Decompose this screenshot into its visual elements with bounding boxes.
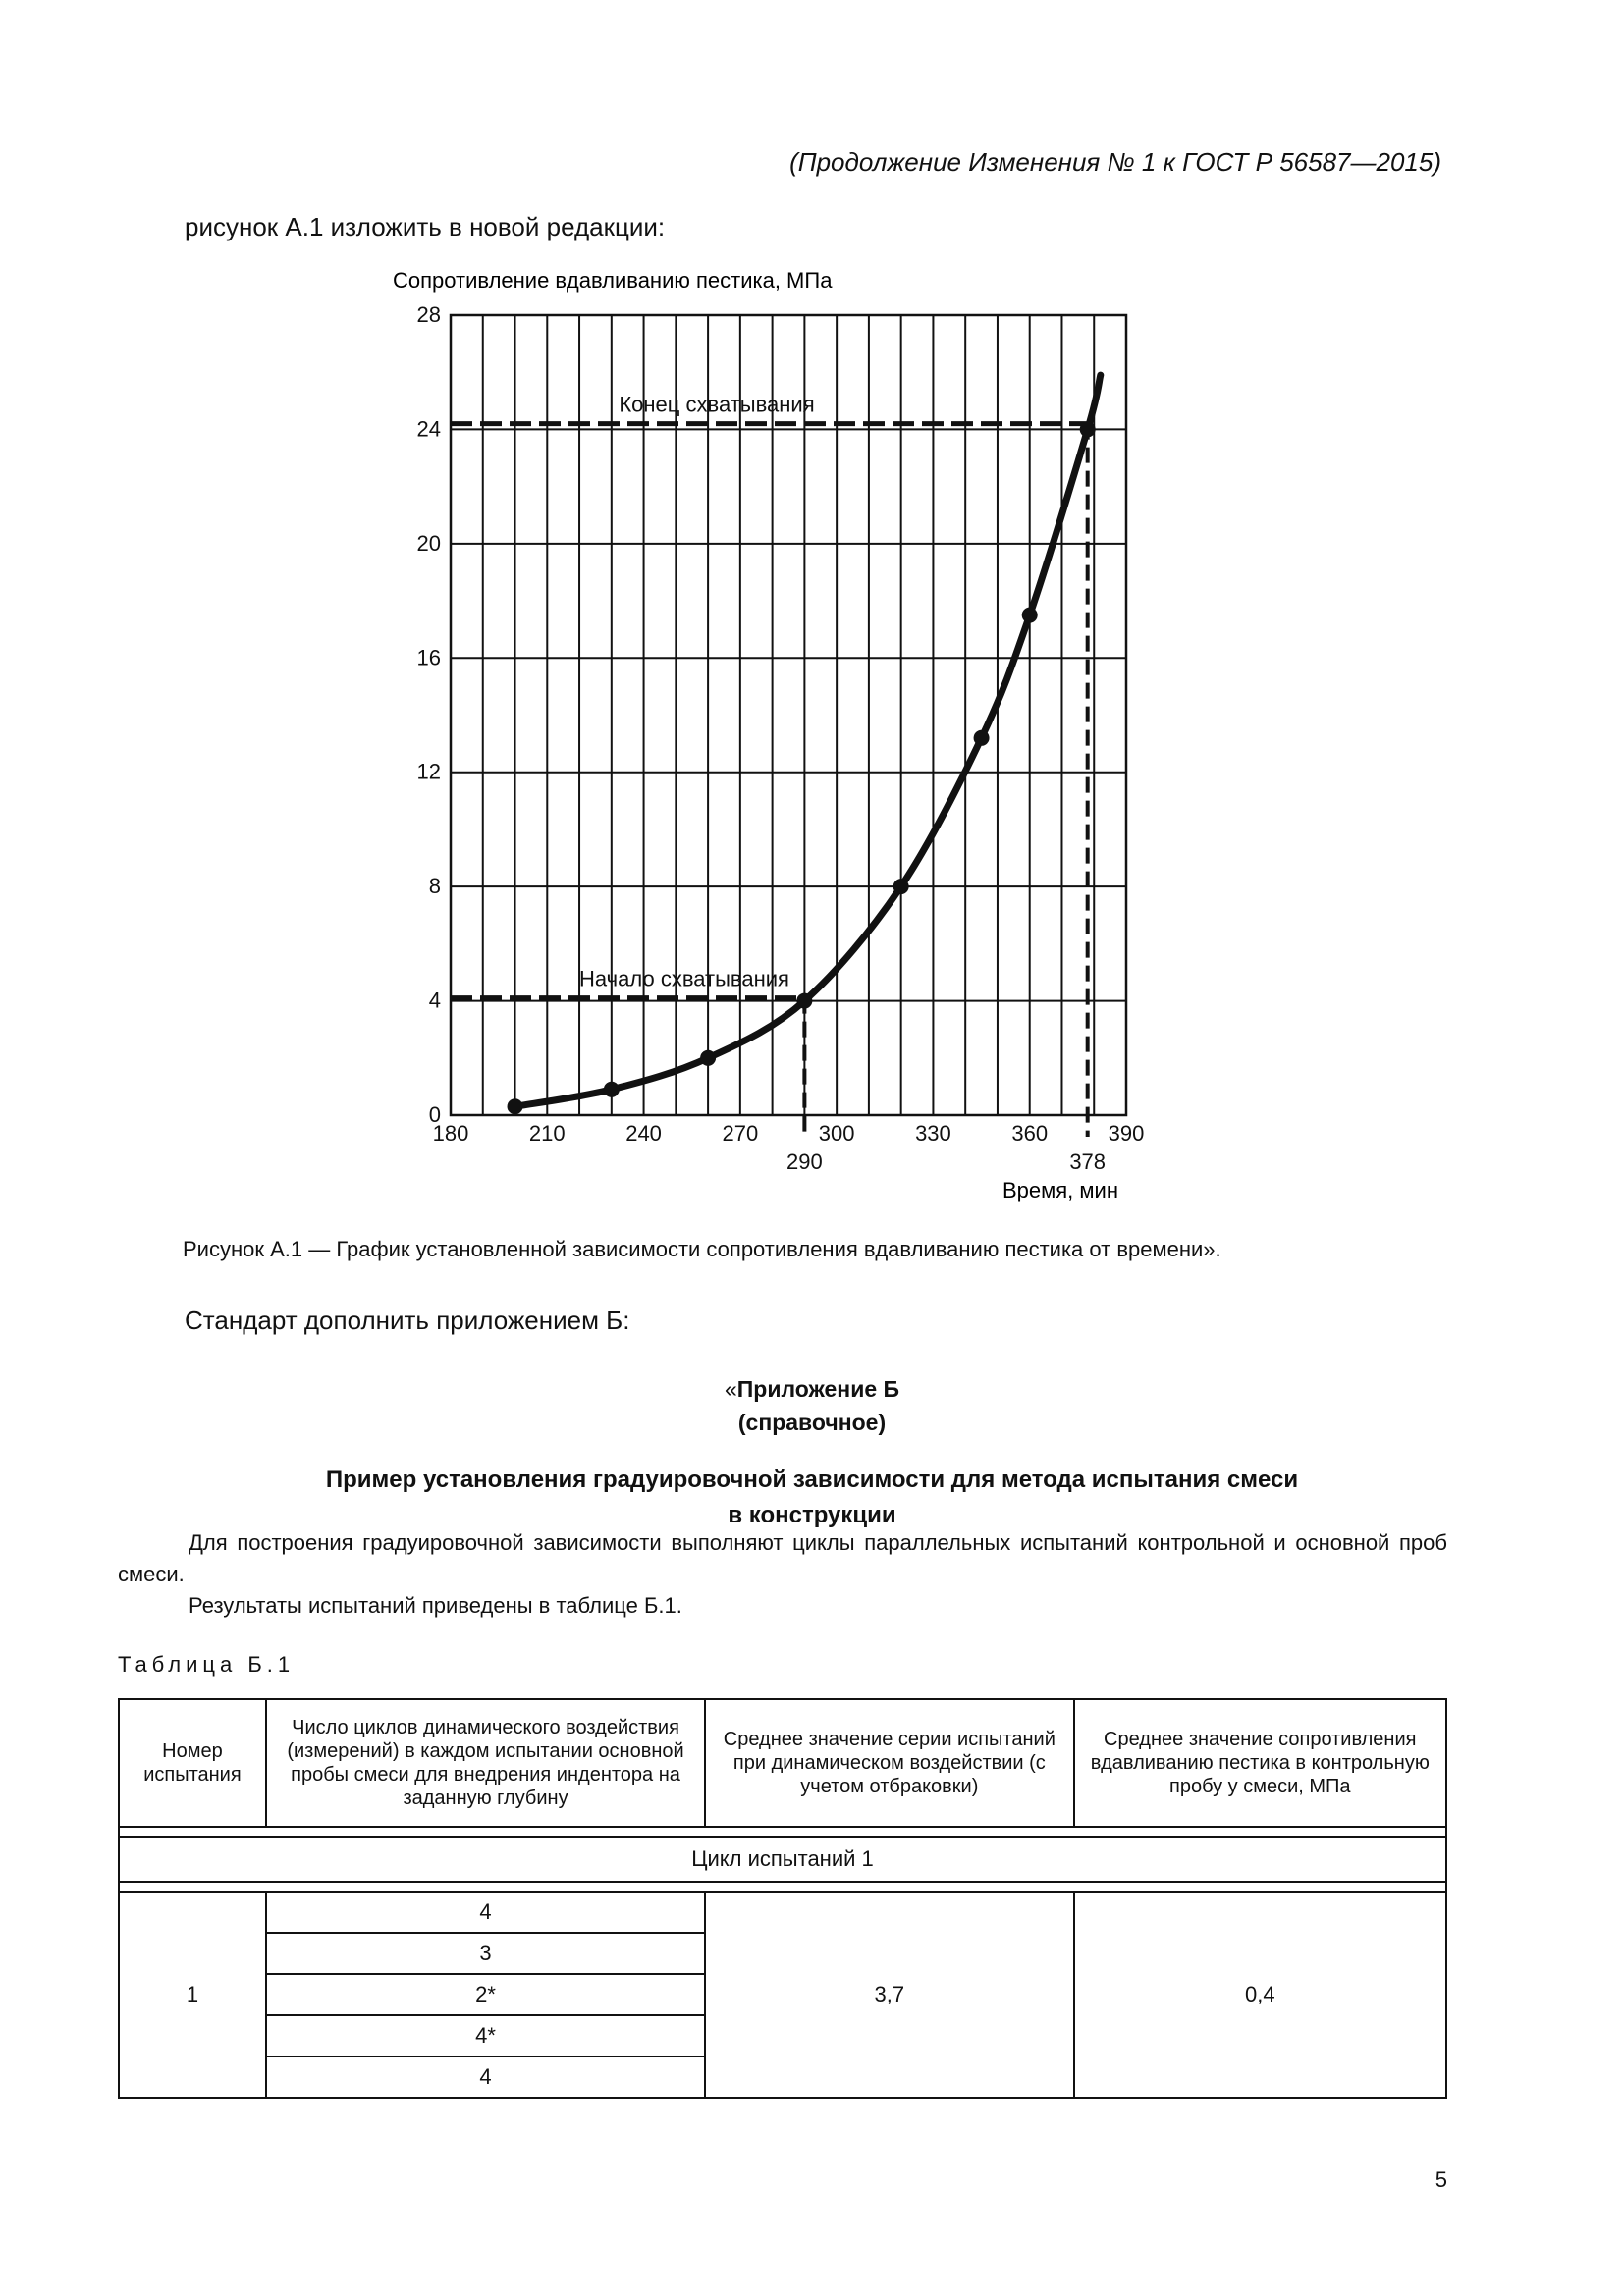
supplement-text: Стандарт дополнить приложением Б: <box>185 1306 630 1335</box>
cycle-count-cell: 4 <box>266 1892 705 1933</box>
chart-point <box>508 1098 523 1114</box>
cycle-count-cell: 4* <box>266 2015 705 2056</box>
section-title-line2: в конструкции <box>728 1502 896 1528</box>
x-tick-label: 360 <box>1011 1121 1049 1146</box>
table-header-cell: Среднее значение сопротивления вдавливанию пестика в контрольную пробу у смеси, МПа <box>1074 1699 1446 1827</box>
appendix-heading <box>0 1372 1624 1439</box>
table-spacer-row <box>119 1827 1446 1837</box>
table-header-cell: Число циклов динамического воздействия (измерений) в каждом испытании основной пробы смеси для внедрения индентора на заданную глубину <box>266 1699 705 1827</box>
x-tick-label: 390 <box>1108 1121 1145 1146</box>
cycle-count-cell: 3 <box>266 1933 705 1974</box>
figure-caption: Рисунок А.1 — График установленной зависимости сопротивления вдавливанию пестика от времени». <box>183 1237 1221 1261</box>
x-marker-label: 378 <box>1069 1149 1107 1174</box>
table-cycle-row <box>119 1837 1446 1882</box>
table-label: Таблица Б.1 <box>118 1652 296 1677</box>
x-tick-label: 210 <box>528 1121 566 1146</box>
section-title <box>118 1463 1506 1533</box>
y-tick-label: 0 <box>428 1102 441 1127</box>
mean-series-cell: 3,7 <box>705 1892 1073 2098</box>
y-tick-label: 8 <box>428 874 441 899</box>
annotation-label: Конец схватывания <box>619 392 815 417</box>
chart-grid <box>451 315 1126 1115</box>
x-tick-label: 330 <box>915 1121 951 1146</box>
cycle-count-cell: 2* <box>266 1974 705 2015</box>
y-tick-label: 12 <box>416 759 441 784</box>
appendix-subtitle: (справочное) <box>737 1410 887 1435</box>
x-axis-title: Время, мин <box>1002 1178 1118 1202</box>
mean-resistance-cell: 0,4 <box>1074 1892 1446 2098</box>
appendix-title: Приложение Б <box>736 1376 900 1402</box>
chart-points <box>508 421 1096 1114</box>
chart-point <box>796 993 812 1009</box>
section-title-line1: Пример установления градуировочной зависимости для метода испытания смеси <box>325 1467 1299 1493</box>
table-row <box>119 1892 1446 1933</box>
intro-text: рисунок А.1 изложить в новой редакции: <box>185 212 666 241</box>
y-tick-label: 20 <box>416 530 441 556</box>
chart-point <box>700 1050 716 1066</box>
chart-tick-labels <box>417 302 1145 1174</box>
x-tick-label: 180 <box>432 1121 469 1146</box>
table-b1 <box>118 1698 1447 2099</box>
page-number: 5 <box>1435 2167 1447 2192</box>
chart-point <box>1080 421 1096 437</box>
cycle-label: Цикл испытаний 1 <box>119 1837 1446 1882</box>
y-tick-label: 28 <box>416 302 441 327</box>
table-header-row <box>119 1699 1446 1827</box>
table-header-cell: Среднее значение серии испытаний при динамическом воздействии (с учетом отбраковки) <box>705 1699 1073 1827</box>
figure-a1-chart <box>393 265 1208 1207</box>
plot-frame <box>451 315 1126 1115</box>
x-tick-label: 300 <box>818 1121 855 1146</box>
table-header-cell: Номер испытания <box>119 1699 266 1827</box>
x-tick-label: 270 <box>722 1121 759 1146</box>
chart-point <box>604 1082 620 1097</box>
y-tick-label: 24 <box>416 416 441 442</box>
paragraph-1: Для построения градуировочной зависимости выполняют циклы параллельных испытаний контрольной и основной проб смеси. <box>118 1530 1447 1586</box>
test-number-cell: 1 <box>119 1892 266 2098</box>
x-marker-label: 290 <box>786 1149 823 1174</box>
chart-point <box>974 730 990 746</box>
chart-point <box>893 879 909 894</box>
cycle-count-cell: 4 <box>266 2056 705 2098</box>
y-tick-label: 4 <box>428 988 441 1013</box>
y-axis-title: Сопротивление вдавливанию пестика, МПа <box>393 268 833 293</box>
document-continuation-header: (Продолжение Изменения № 1 к ГОСТ Р 56587—2015) <box>789 147 1441 177</box>
chart-point <box>1022 608 1038 623</box>
y-tick-label: 16 <box>416 645 441 670</box>
paragraph-2: Результаты испытаний приведены в таблице Б.1. <box>189 1593 682 1618</box>
x-tick-label: 240 <box>625 1121 662 1146</box>
table-spacer-row <box>119 1882 1446 1892</box>
appendix-quote: « <box>724 1376 737 1402</box>
annotation-label: Начало схватывания <box>579 966 789 991</box>
